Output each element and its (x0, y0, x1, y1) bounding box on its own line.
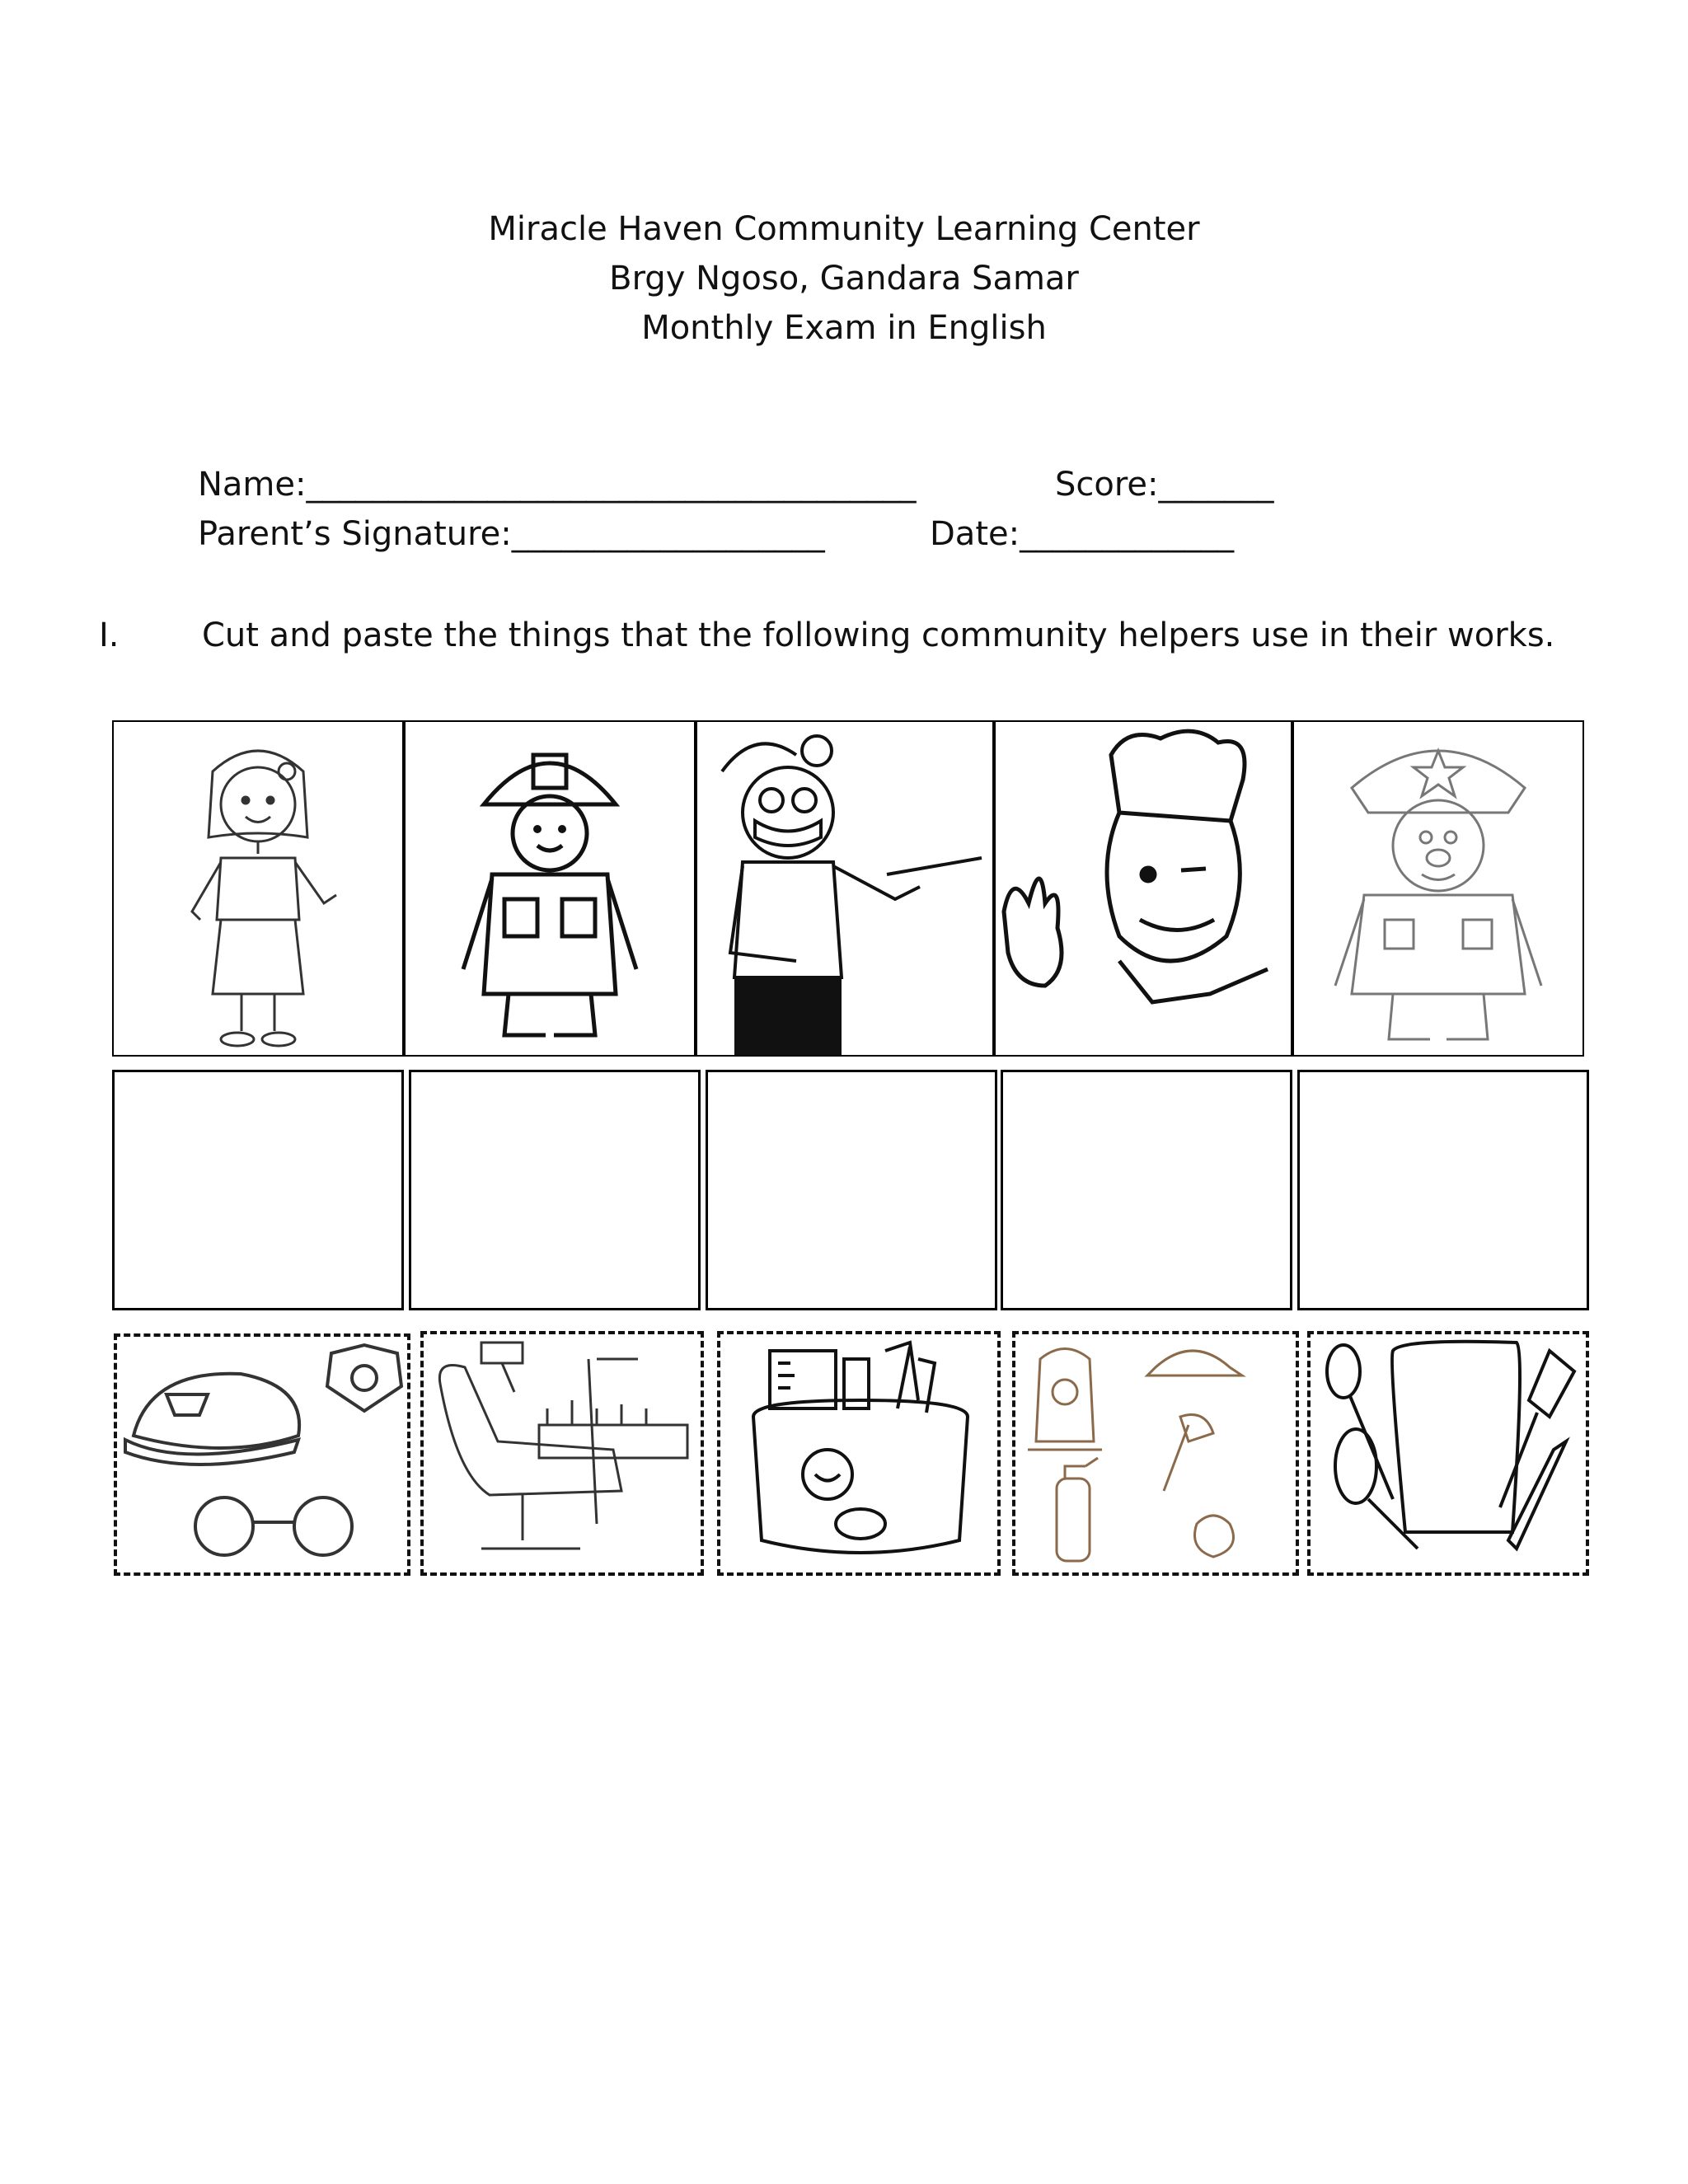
score-field[interactable]: Score:_______ (1055, 466, 1274, 504)
parent-signature-field[interactable]: Parent’s Signature:___________________ (198, 515, 825, 553)
police-cap-badge-handcuffs-icon (117, 1337, 407, 1572)
helper-teacher-cell (112, 720, 404, 1057)
date-field[interactable]: Date:_____________ (930, 515, 1235, 553)
school-name: Miracle Haven Community Learning Center (488, 210, 1200, 248)
cutout-chef-items[interactable] (1307, 1331, 1589, 1576)
helper-chef-cell (994, 720, 1292, 1057)
fire-hydrant-helmet-axe-extinguisher-icon (1015, 1334, 1296, 1572)
dentist-icon (697, 722, 992, 1055)
paste-box[interactable] (706, 1070, 997, 1310)
cooking-utensils-icon (1311, 1334, 1586, 1572)
paste-box[interactable] (1297, 1070, 1589, 1310)
cutout-police-items[interactable] (114, 1333, 410, 1576)
paste-box[interactable] (112, 1070, 404, 1310)
cutout-firefighter-items[interactable] (1012, 1331, 1299, 1576)
police-officer-icon (1294, 722, 1582, 1055)
cutout-teacher-items[interactable] (717, 1331, 1001, 1576)
paste-box[interactable] (1001, 1070, 1292, 1310)
chef-icon (996, 722, 1291, 1055)
cutout-dentist-items[interactable] (420, 1331, 704, 1576)
firefighter-icon (406, 722, 694, 1055)
helper-police-cell (1292, 720, 1584, 1057)
instruction-text: Cut and paste the things that the following community helpers use in their works. (202, 616, 1555, 654)
school-supplies-cup-icon (720, 1334, 997, 1572)
dental-chair-icon (424, 1334, 701, 1572)
exam-title: Monthly Exam in English (641, 309, 1047, 347)
teacher-icon (114, 722, 402, 1055)
instruction-number: I. (99, 616, 120, 654)
helper-dentist-cell (696, 720, 994, 1057)
name-field[interactable]: Name:_____________________________________ (198, 466, 917, 504)
school-address: Brgy Ngoso, Gandara Samar (609, 260, 1079, 298)
paste-box[interactable] (409, 1070, 701, 1310)
helper-firefighter-cell (404, 720, 696, 1057)
